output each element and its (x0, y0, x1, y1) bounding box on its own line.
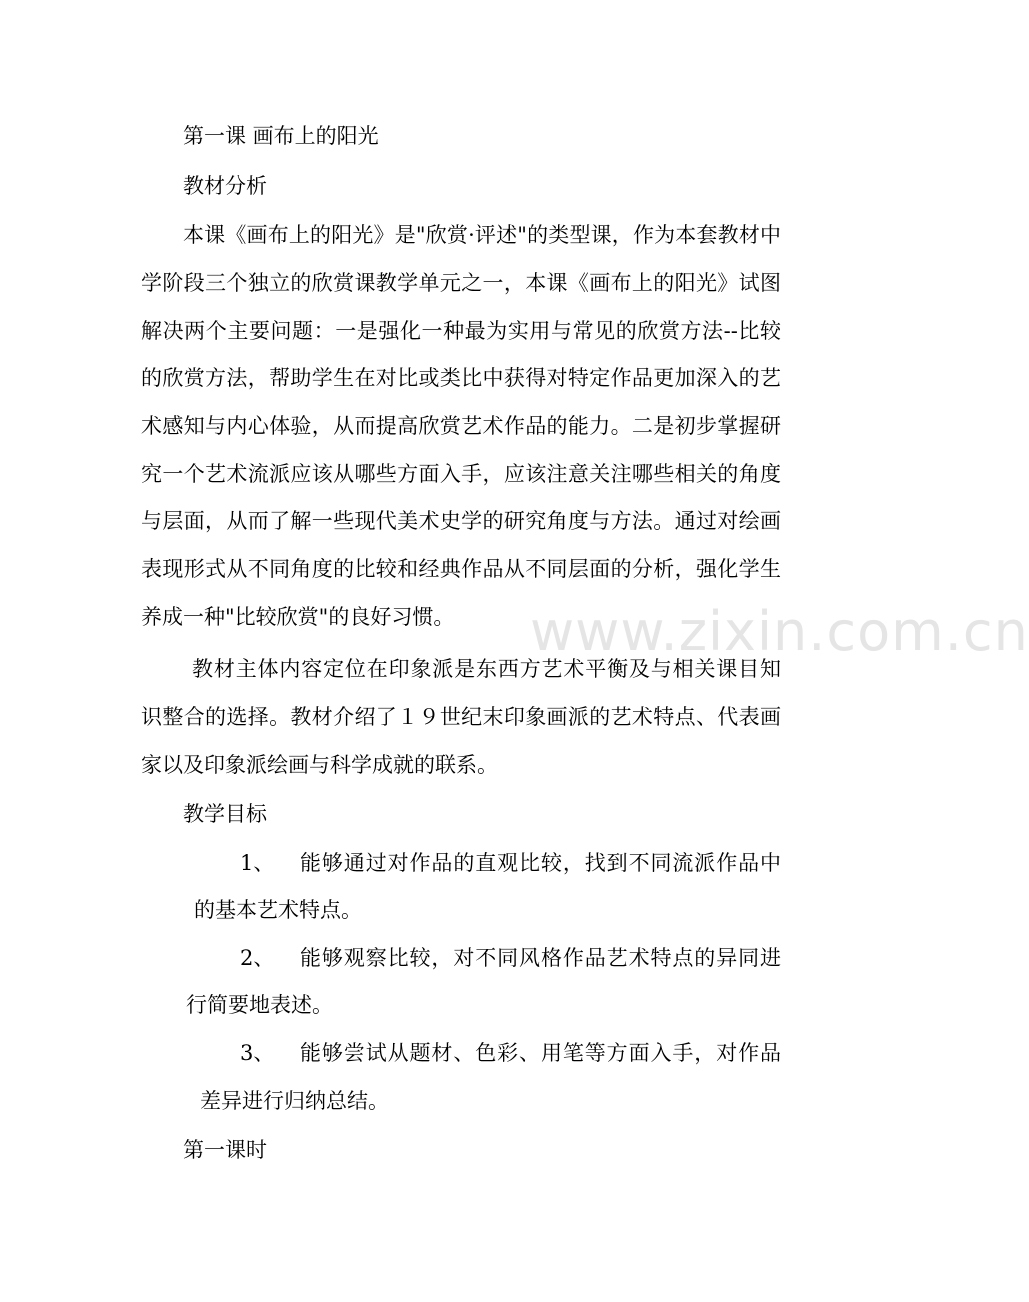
section-heading-period: 第一课时 (183, 1138, 267, 1162)
goal-text: 能够尝试从题材、色彩、用笔等方面入手，对作品 (300, 1041, 781, 1065)
goal-number: 3、 (240, 1041, 275, 1065)
watermark: www.zixin.com.cn (530, 600, 1029, 663)
goal-text-continued: 的基本艺术特点。 (194, 898, 362, 922)
paragraph-line: 教材主体内容定位在印象派是东西方艺术平衡及与相关课目知 (192, 657, 781, 681)
paragraph-line: 的欣赏方法，帮助学生在对比或类比中获得对特定作品更加深入的艺 (141, 366, 781, 390)
goal-text-continued: 行简要地表述。 (186, 993, 333, 1017)
goal-text-continued: 差异进行归纳总结。 (200, 1089, 389, 1113)
paragraph-line: 与层面，从而了解一些现代美术史学的研究角度与方法。通过对绘画 (141, 509, 781, 533)
paragraph-line: 解决两个主要问题：一是强化一种最为实用与常见的欣赏方法--比较 (141, 319, 781, 343)
paragraph-line: 究一个艺术流派应该从哪些方面入手，应该注意关注哪些相关的角度 (141, 462, 781, 486)
paragraph-line: 识整合的选择。教材介绍了１９世纪末印象画派的艺术特点、代表画 (141, 705, 781, 729)
goal-text: 能够通过对作品的直观比较，找到不同流派作品中 (300, 851, 781, 875)
section-heading-goals: 教学目标 (183, 802, 267, 826)
paragraph-line: 家以及印象派绘画与科学成就的联系。 (141, 753, 498, 777)
lesson-title: 第一课 画布上的阳光 (183, 124, 379, 148)
paragraph-line: 表现形式从不同角度的比较和经典作品从不同层面的分析，强化学生 (141, 557, 781, 581)
paragraph-line: 术感知与内心体验，从而提高欣赏艺术作品的能力。二是初步掌握研 (141, 414, 781, 438)
goal-text: 能够观察比较，对不同风格作品艺术特点的异同进 (300, 946, 781, 970)
paragraph-line: 学阶段三个独立的欣赏课教学单元之一，本课《画布上的阳光》试图 (141, 271, 781, 295)
section-heading-analysis: 教材分析 (183, 174, 267, 198)
goal-number: 1、 (240, 851, 275, 875)
goal-number: 2、 (240, 946, 275, 970)
paragraph-line: 养成一种"比较欣赏"的良好习惯。 (141, 605, 455, 629)
paragraph-line: 本课《画布上的阳光》是"欣赏·评述"的类型课，作为本套教材中 (183, 223, 781, 247)
